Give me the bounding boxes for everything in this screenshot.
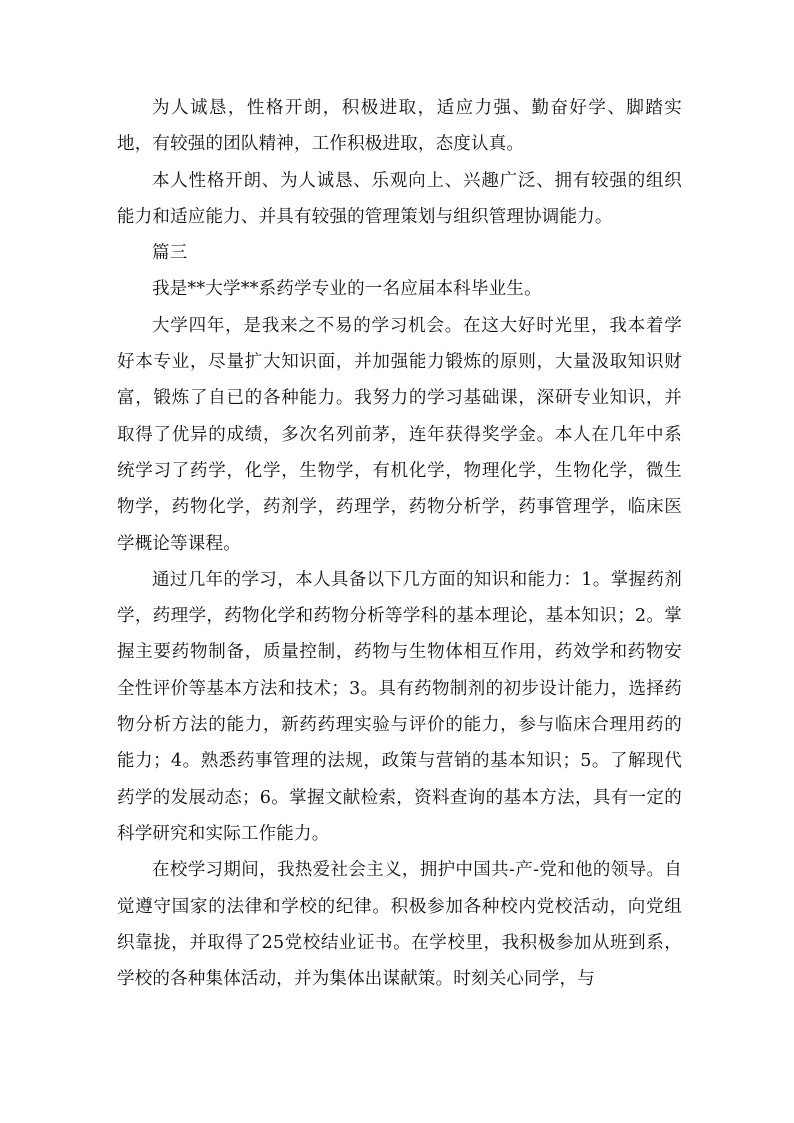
- paragraph-university-study: 大学四年，是我来之不易的学习机会。在这大好时光里，我本着学好本专业，尽量扩大知识面，并加强能力锻炼的原则，大量汲取知识财富，锻炼了自已的各种能力。我努力的学习基础课，深研专业知识，并取得了优异的成绩，多次名列前茅，连年获得奖学金。本人在几年中系统学习了药学，化学，生物学，有机化学，物理化学，生物化学，微生物学，药物化学，药剂学，药理学，药物分析学，药事管理学，临床医学概论等课程。: [117, 315, 682, 554]
- paragraph-campus-life: 在校学习期间，我热爱社会主义，拥护中国共-产-党和他的领导。自觉遵守国家的法律和学校的纪律。积极参加各种校内党校活动，向党组织靠拢，并取得了25党校结业证书。在学校里，我积极参加从班到系，学校的各种集体活动，并为集体出谋献策。时刻关心同学，与: [117, 860, 682, 990]
- paragraph-personality-2: 本人性格开朗、为人诚恳、乐观向上、兴趣广泛、拥有较强的组织能力和适应能力、并具有较强的管理策划与组织管理协调能力。: [117, 170, 682, 227]
- document-body: [117, 90, 682, 997]
- section-heading: 篇三: [152, 243, 188, 264]
- paragraph-personality-1: 为人诚恳，性格开朗，积极进取，适应力强、勤奋好学、脚踏实地，有较强的团队精神，工作积极进取，态度认真。: [117, 98, 682, 155]
- paragraph-knowledge-abilities: 通过几年的学习，本人具备以下几方面的知识和能力：1。掌握药剂学，药理学，药物化学和药物分析等学科的基本理论，基本知识；2。掌握主要药物制备，质量控制，药物与生物体相互作用，药效学和药物安全性评价等基本方法和技术；3。具有药物制剂的初步设计能力，选择药物分析方法的能力，新药药理实验与评价的能力，参与临床合理用药的能力；4。熟悉药事管理的法规，政策与营销的基本知识；5。了解现代药学的发展动态；6。掌握文献检索，资料查询的基本方法，具有一定的科学研究和实际工作能力。: [117, 569, 682, 844]
- paragraph-introduction: 我是**大学**系药学专业的一名应届本科毕业生。: [152, 279, 542, 300]
